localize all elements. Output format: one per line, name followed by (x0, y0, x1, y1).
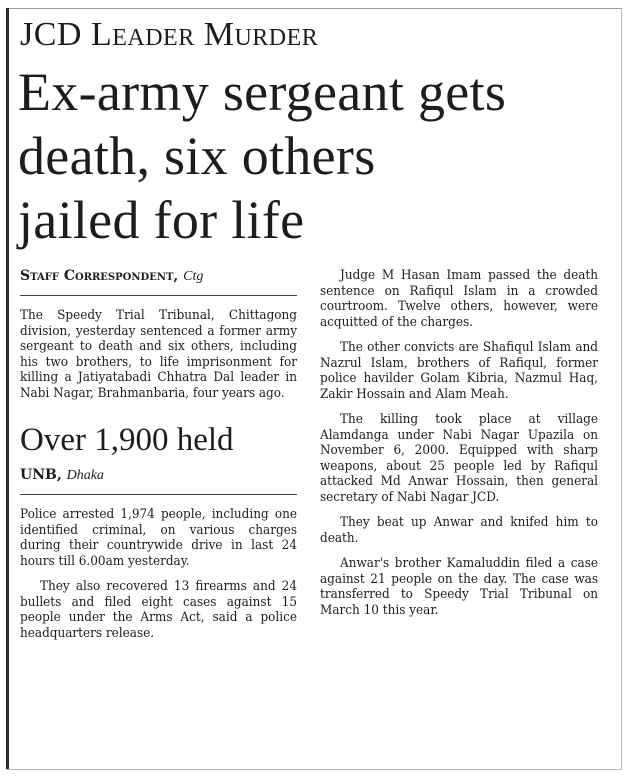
second-story-rule (20, 494, 297, 495)
article-body-left (20, 308, 297, 401)
byline-location: Dhaka (66, 468, 104, 483)
frame-bottom-border (6, 769, 622, 770)
left-column (20, 266, 297, 651)
byline-rule (20, 295, 297, 296)
second-story-paragraph: They also recovered 13 firearms and 24 bullets and filed eight cases against 15 people under the Arms Act, said a police headquarters release. (20, 579, 297, 641)
second-story-body (20, 507, 297, 641)
article-paragraph: The Speedy Trial Tribunal, Chittagong division, yesterday sentenced a former army sergeant to death and six others, including his two brothers, to life imprisonment for killing a Jatiyatabadi Chhatra Dal leader in Nabi Nagar, Brahmanbaria, four years ago. (20, 308, 297, 401)
article-body-right (320, 268, 598, 618)
byline (20, 266, 297, 287)
article-paragraph: Anwar's brother Kamaluddin filed a case against 21 people on the day. The case was transferred to Speedy Trial Tribunal on March 10 this year. (320, 556, 598, 618)
frame-right-border (621, 8, 622, 770)
byline-name: UNB, (20, 467, 62, 483)
byline-location: Ctg (183, 269, 204, 284)
second-story-paragraph: Police arrested 1,974 people, including one identified criminal, on various charges during their countrywide drive in last 24 hours till 6.00am yesterday. (20, 507, 297, 569)
headline-line: Ex-army sergeant gets (18, 62, 507, 122)
frame-top-border (6, 8, 622, 9)
headline-line: jailed for life (18, 190, 305, 250)
headline (18, 60, 618, 252)
byline-name: Staff Correspondent, (20, 268, 179, 284)
article-paragraph: The killing took place at village Alamdanga under Nabi Nagar Upazila on November 6, 2000. Equipped with sharp weapons, about 25 people led by Rafiqul attacked Md Anwar Hossain, then general secretary of Nabi Nagar JCD. (320, 412, 598, 505)
frame-left-border (6, 8, 9, 770)
second-story-headline: Over 1,900 held (20, 422, 234, 458)
second-story-byline (20, 465, 297, 486)
right-column (320, 268, 598, 628)
article-paragraph: The other convicts are Shafiqul Islam and Nazrul Islam, brothers of Rafiqul, former police havilder Golam Kibria, Nazmul Haq, Zakir Hossain and Alam Meah. (320, 340, 598, 402)
kicker: JCD Leader Murder (20, 16, 319, 53)
headline-line: death, six others (18, 126, 376, 186)
article-paragraph: They beat up Anwar and knifed him to death. (320, 515, 598, 546)
article-paragraph: Judge M Hasan Imam passed the death sentence on Rafiqul Islam in a crowded courtroom. Twelve others, however, were acquitted of the charges. (320, 268, 598, 330)
